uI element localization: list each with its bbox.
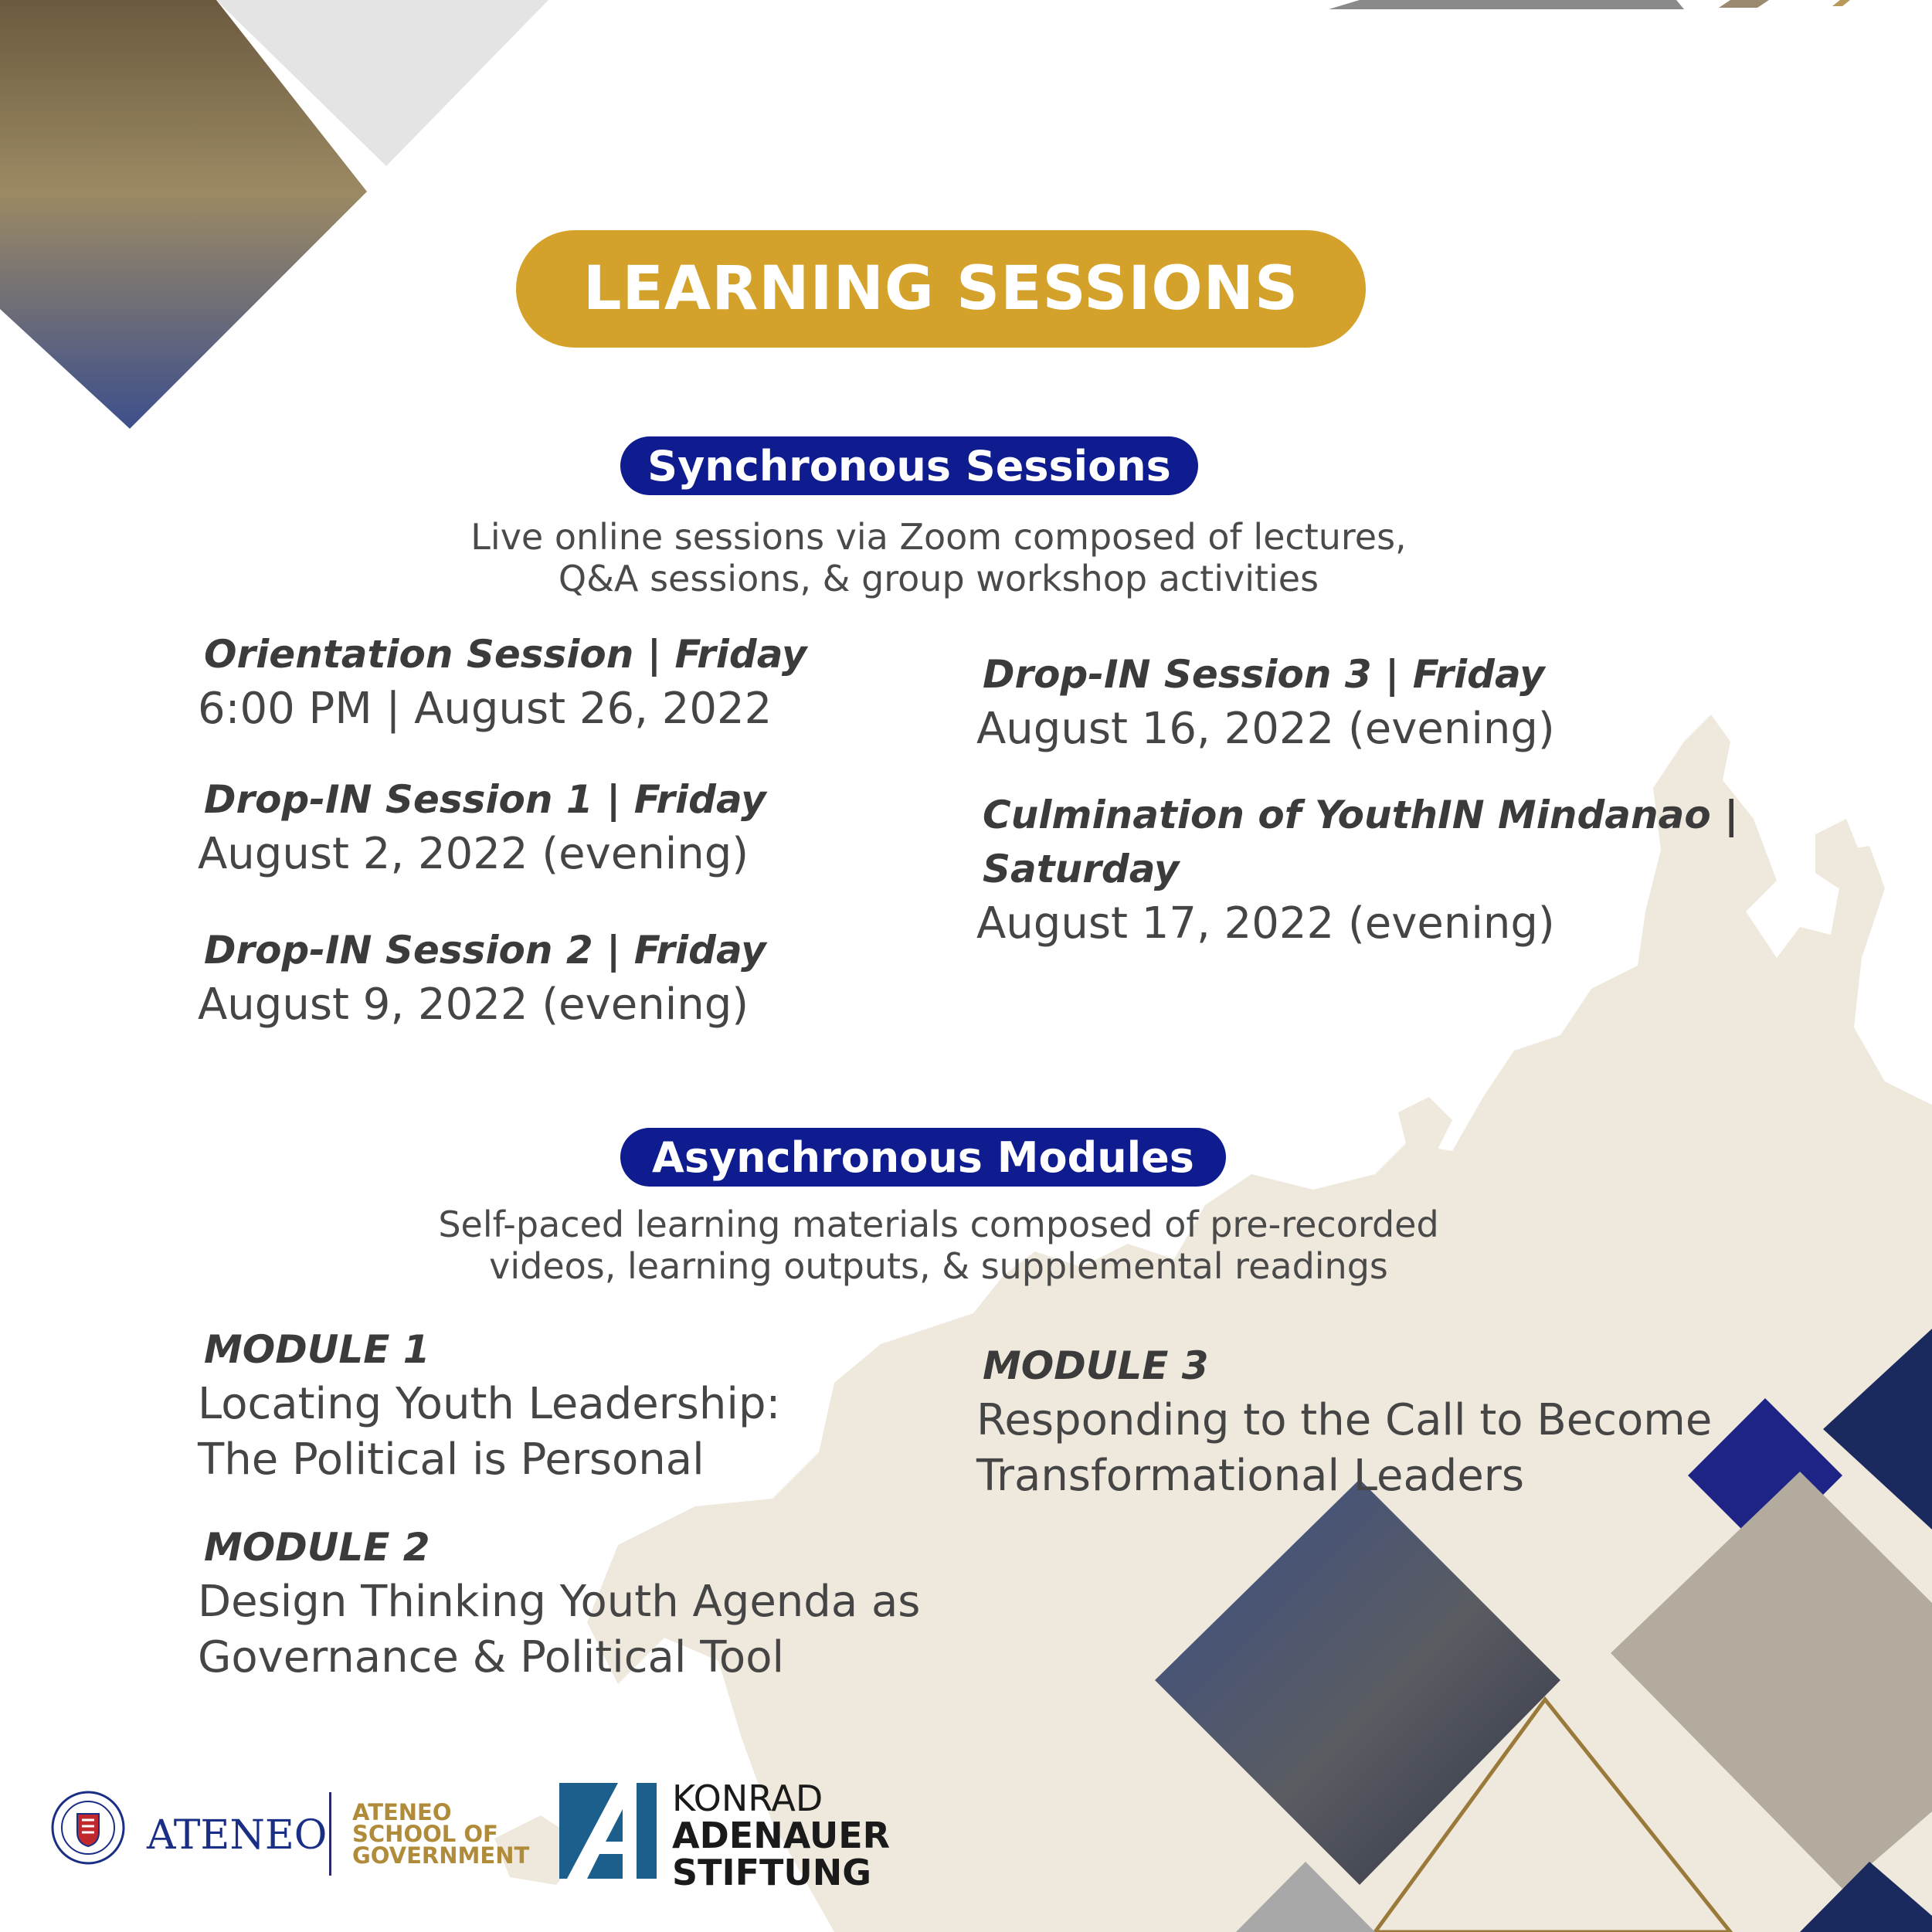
asynchronous-description-line2: videos, learning outputs, & supplemental readings (489, 1245, 1388, 1287)
synchronous-description (309, 516, 1568, 599)
asynchronous-description-line1: Self-paced learning materials composed of pre-recorded (438, 1204, 1439, 1245)
ateneo-seal-icon (51, 1791, 125, 1865)
module-1 (198, 1323, 970, 1488)
module-line2: The Political is Personal (198, 1435, 705, 1485)
asog-line3: GOVERNMENT (352, 1842, 530, 1869)
session-title: Drop-IN Session 2 | Friday (204, 928, 766, 973)
module-line2: Transformational Leaders (976, 1451, 1524, 1501)
module-title: MODULE 2 (204, 1525, 430, 1570)
asynchronous-description (309, 1204, 1568, 1287)
kas-logo-icon (559, 1783, 657, 1879)
kas-line3: STIFTUNG (672, 1852, 872, 1893)
asog-line1: ATENEO (352, 1799, 452, 1825)
session-title: Drop-IN Session 3 | Friday (983, 652, 1545, 697)
module-2 (198, 1520, 970, 1686)
top-right-grey-shape (1329, 0, 1684, 9)
page-title: LEARNING SESSIONS (516, 230, 1366, 348)
module-line1: Responding to the Call to Become (976, 1395, 1713, 1445)
session-drop-in-3 (976, 647, 1749, 757)
synchronous-description-line1: Live online sessions via Zoom composed of lectures, (470, 516, 1407, 558)
session-title-line1: Culmination of YouthIN Mindanao | (983, 793, 1739, 837)
session-title-line2: Saturday (983, 847, 1180, 891)
top-right-gold-shape (1832, 0, 1850, 6)
kas-line2: ADENAUER (672, 1815, 891, 1856)
module-title: MODULE 1 (204, 1327, 430, 1372)
module-3 (976, 1339, 1749, 1504)
logo-divider (329, 1792, 331, 1876)
kas-line1: KONRAD (672, 1778, 823, 1819)
module-line1: Design Thinking Youth Agenda as (198, 1577, 921, 1627)
ateneo-school-of-government-logo (352, 1799, 530, 1869)
synchronous-sessions-label: Synchronous Sessions (620, 436, 1198, 495)
session-drop-in-1 (198, 772, 970, 882)
session-detail: August 2, 2022 (evening) (198, 829, 749, 879)
module-line2: Governance & Political Tool (198, 1632, 785, 1682)
kas-wordmark (672, 1780, 890, 1891)
session-orientation (198, 627, 970, 737)
asog-line2: SCHOOL OF (352, 1821, 498, 1847)
session-drop-in-2 (198, 923, 970, 1033)
session-detail: August 9, 2022 (evening) (198, 980, 749, 1030)
synchronous-description-line2: Q&A sessions, & group workshop activities (558, 558, 1319, 599)
module-title: MODULE 3 (983, 1343, 1209, 1388)
session-culmination (976, 788, 1749, 952)
session-title: Drop-IN Session 1 | Friday (204, 777, 766, 822)
ateneo-wordmark: ATENEO (147, 1812, 328, 1859)
session-title: Orientation Session | Friday (204, 632, 807, 677)
top-right-brown-shape (1719, 0, 1769, 8)
session-detail: August 17, 2022 (evening) (976, 898, 1555, 949)
module-line1: Locating Youth Leadership: (198, 1379, 781, 1429)
session-detail: 6:00 PM | August 26, 2022 (198, 684, 772, 734)
session-detail: August 16, 2022 (evening) (976, 704, 1555, 754)
asynchronous-modules-label: Asynchronous Modules (620, 1128, 1226, 1187)
